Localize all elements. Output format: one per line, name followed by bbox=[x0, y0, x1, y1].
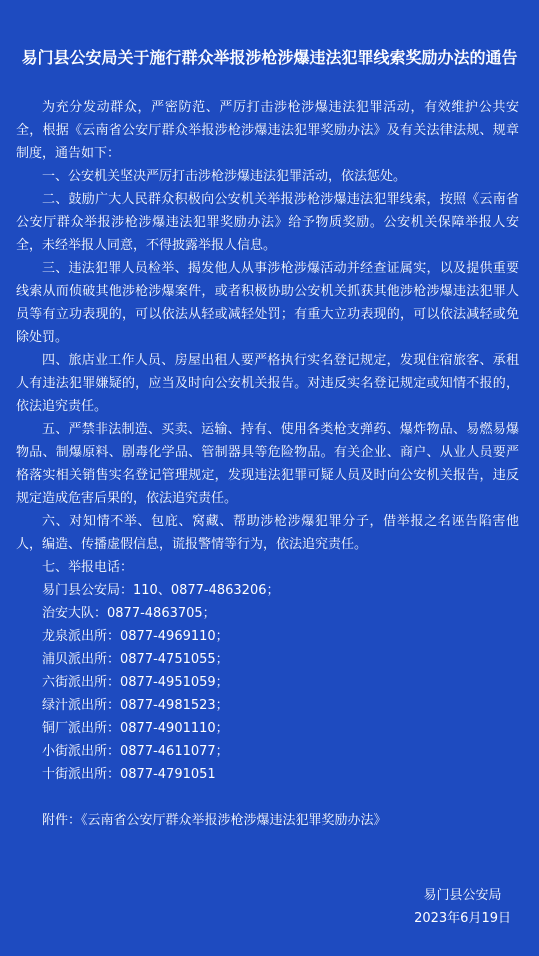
notice-body bbox=[0, 96, 539, 832]
hotline-item: 铜厂派出所：0877-4901110； bbox=[42, 721, 229, 736]
intro-paragraph: 为充分发动群众，严密防范、严厉打击涉枪涉爆违法犯罪活动，有效维护公共安全，根据《云南省公安厅群众举报涉枪涉爆违法犯罪奖励办法》及有关法律法规、规章制度，通告如下： bbox=[16, 100, 519, 161]
clause-5: 五、严禁非法制造、买卖、运输、持有、使用各类枪支弹药、爆炸物品、易燃易爆物品、制爆原料、剧毒化学品、管制器具等危险物品。有关企业、商户、从业人员要严格落实相关销售实名登记管理规定，发现违法犯罪可疑人员及时向公安机关报告，违反规定造成危害后果的，依法追究责任。 bbox=[16, 422, 519, 506]
hotline-item: 六街派出所：0877-4951059； bbox=[42, 675, 229, 690]
hotline-item: 治安大队：0877-4863705； bbox=[42, 606, 216, 621]
clause-1: 一、公安机关坚决严厉打击涉枪涉爆违法犯罪活动，依法惩处。 bbox=[42, 169, 407, 184]
hotline-list bbox=[16, 579, 519, 786]
hotline-item: 小街派出所：0877-4611077； bbox=[42, 744, 229, 759]
signature-org: 易门县公安局 bbox=[423, 888, 502, 903]
attachment-note: 附件：《云南省公安厅群众举报涉枪涉爆违法犯罪奖励办法》 bbox=[42, 813, 387, 828]
signature-date: 2023年6月19日 bbox=[414, 911, 511, 926]
clause-4: 四、旅店业工作人员、房屋出租人要严格执行实名登记规定，发现住宿旅客、承租人有违法犯罪嫌疑的，应当及时向公安机关报告。对违反实名登记规定或知情不报的，依法追究责任。 bbox=[16, 353, 519, 414]
clause-3: 三、违法犯罪人员检举、揭发他人从事涉枪涉爆活动并经查证属实，以及提供重要线索从而侦破其他涉枪涉爆案件，或者积极协助公安机关抓获其他涉枪涉爆违法犯罪人员等有立功表现的，可以依法从轻或减轻处罚；有重大立功表现的，可以依法减轻或免除处罚。 bbox=[16, 261, 519, 345]
hotline-item: 十街派出所：0877-4791051 bbox=[42, 767, 216, 782]
hotline-item: 绿汁派出所：0877-4981523； bbox=[42, 698, 229, 713]
hotline-item: 易门县公安局：110、0877-4863206； bbox=[42, 583, 280, 598]
clause-6: 六、对知情不举、包庇、窝藏、帮助涉枪涉爆犯罪分子，借举报之名诬告陷害他人，编造、传播虚假信息，谎报警情等行为，依法追究责任。 bbox=[16, 514, 519, 552]
hotline-item: 浦贝派出所：0877-4751055； bbox=[42, 652, 229, 667]
clause-7-heading: 七、举报电话： bbox=[42, 560, 134, 575]
hotline-item: 龙泉派出所：0877-4969110； bbox=[42, 629, 229, 644]
page-title: 易门县公安局关于施行群众举报涉枪涉爆违法犯罪线索奖励办法的通告 bbox=[21, 48, 518, 67]
clause-2: 二、鼓励广大人民群众积极向公安机关举报涉枪涉爆违法犯罪线索，按照《云南省公安厅群众举报涉枪涉爆违法犯罪奖励办法》给予物质奖励。公安机关保障举报人安全，未经举报人同意，不得披露举报人信息。 bbox=[16, 192, 519, 253]
signature-block bbox=[414, 884, 511, 930]
